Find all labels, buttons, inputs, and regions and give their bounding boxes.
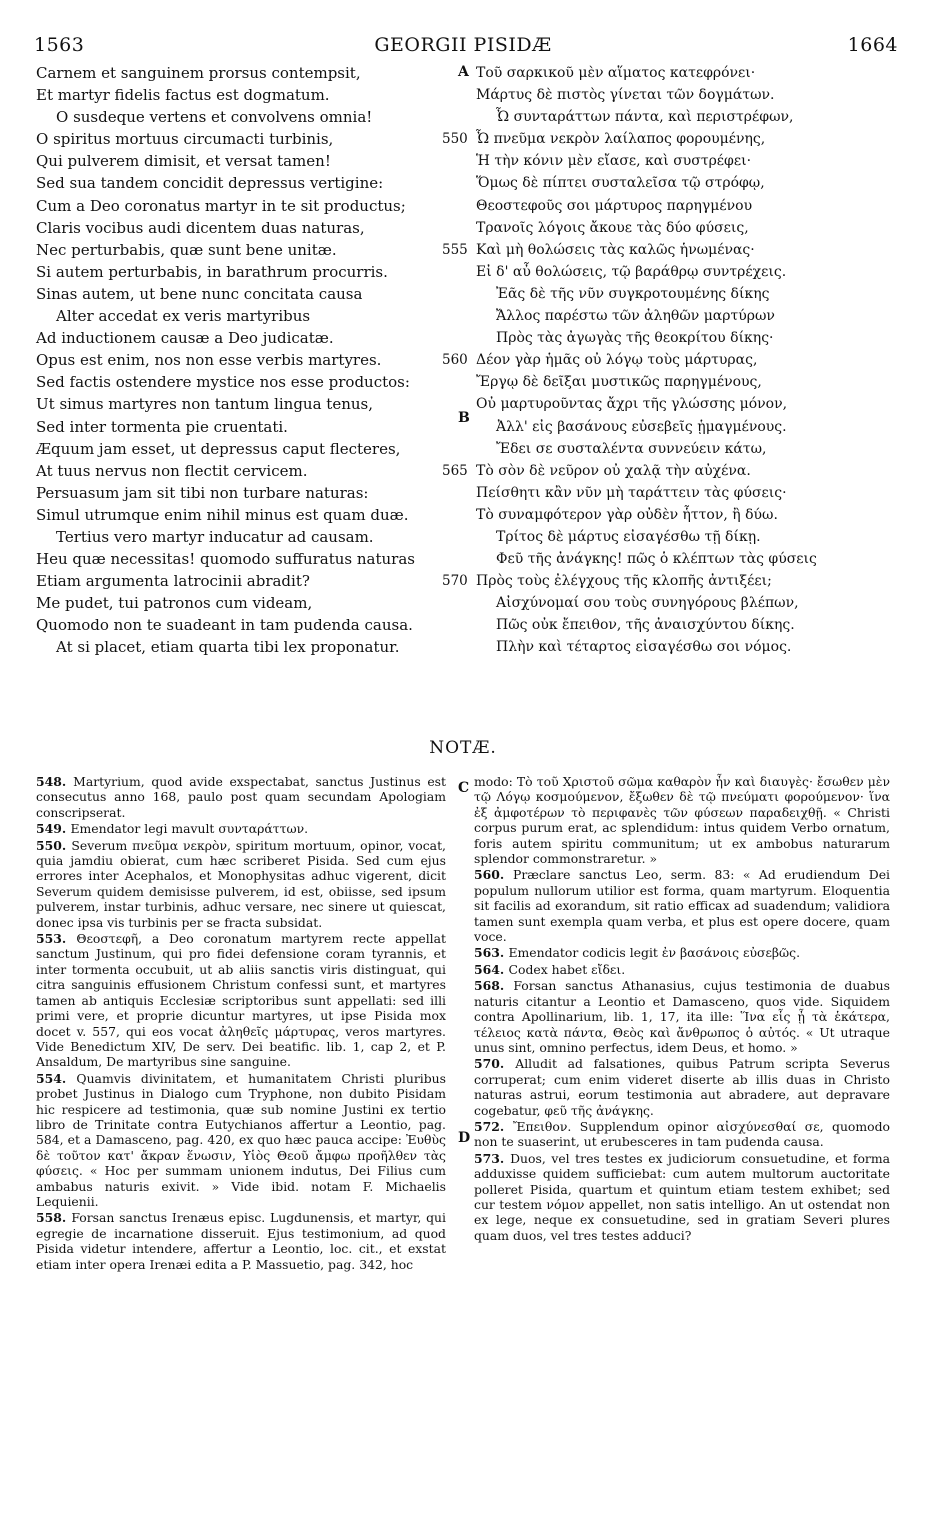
latin-verse-line <box>36 261 446 283</box>
greek-verse-text: Μάρτυς δὲ πιστὸς γίνεται τῶν δογμάτων. <box>476 87 775 104</box>
margin-mark-d: D <box>458 1130 471 1146</box>
greek-verse-text: Τοῦ σαρκικοῦ μὲν αἵματος κατεφρόνει· <box>476 65 756 81</box>
greek-verse-text: Καὶ μὴ θολώσεις τὰς καλῶς ἡνωμένας· <box>476 241 755 258</box>
greek-verse-line <box>476 84 894 106</box>
note-text: Alludit ad falsationes, quibus Patrum scripta Severus corruperat; cum enim videret diserte ab illis duas in Christo naturas astrui, eorum testimonia aut abradere, aut depravare cogebatur, φεῦ τῆς ἀνάγκης. <box>474 1056 890 1118</box>
latin-verse-text: Sed factis ostendere mystice nos esse productos: <box>36 373 410 392</box>
greek-verse-line <box>442 128 894 150</box>
verse-number: 555 <box>442 241 468 258</box>
latin-verse-text: Cum a Deo coronatus martyr in te sit productus; <box>36 196 406 215</box>
greek-verse-line <box>476 636 894 658</box>
note-text: Duos, vel tres testes ex judiciorum consuetudine, et forma adduxisse quidem sufficiebat: cum autem multorum auctoritate polleret Pisida, quartum et quintum etiam testem exhibet; sed cur testem νόμον appellet, non satis intelligo. An ut ostendat non ex lege, neque ex consuetudine, sed in gratiam Severi plures quam duos, vel tres testes adduci? <box>474 1150 890 1243</box>
greek-verse-line <box>476 526 894 548</box>
greek-verse-text: Ὅμως δὲ πίπτει συσταλεῖσα τῷ στρόφῳ, <box>476 175 765 192</box>
latin-verse-text: Carnem et sanguinem prorsus contempsit, <box>36 64 361 82</box>
note-text: Forsan sanctus Athanasius, cujus testimonia de duabus naturis citantur a Leontio et Damasceno, quos vide. Siquidem contra Apollinarium, lib. 1, 17, ita ille: Ἵνα εἷς ᾖ τὰ ἑκάτερα, τέλειος κατὰ πάντα, Θεὸς καὶ ἄνθρωπος ὁ αὐτός. « Ut utraque unus sint, omnino perfectus, idem Deus, et homo. » <box>474 978 890 1055</box>
greek-verse-line <box>476 482 894 504</box>
latin-verse-text: Ut simus martyres non tantum lingua tenus, <box>36 395 373 414</box>
greek-verse-line <box>442 570 894 592</box>
greek-verse-line <box>442 239 894 261</box>
running-title: GEORGII PISIDÆ <box>374 34 552 56</box>
latin-verse-line <box>36 150 446 172</box>
notes-column-left <box>36 774 446 1273</box>
greek-verse-line <box>476 150 894 172</box>
greek-verse-text: Πῶς οὐκ ἔπειθον, τῆς ἀναισχύντου δίκης. <box>496 617 795 634</box>
latin-verse-line <box>36 128 446 150</box>
latin-verse-text: Claris vocibus audi dicentem duas naturas, <box>36 218 365 237</box>
latin-verse-line <box>36 570 446 592</box>
latin-verse-text: Sed inter tormenta pie cruentati. <box>36 417 288 436</box>
latin-verse-line <box>36 504 446 526</box>
latin-verse-text: Si autem perturbabis, in barathrum procurris. <box>36 262 388 281</box>
note-entry <box>474 867 890 944</box>
latin-verse-text: O spiritus mortuus circumacti turbinis, <box>36 130 334 149</box>
greek-verse-line <box>476 548 894 570</box>
greek-verse-text: Ἐᾶς δὲ τῆς νῦν συγκροτουμένης δίκης <box>496 285 770 302</box>
latin-verse-text: O susdeque vertens et convolvens omnia! <box>56 108 373 127</box>
greek-verse-text: Πείσθητι κἂν νῦν μὴ ταράττειν τὰς φύσεις· <box>476 484 787 501</box>
latin-verse-line <box>36 614 446 636</box>
latin-verse-line <box>36 526 446 548</box>
note-entry <box>474 774 890 866</box>
note-entry <box>36 821 446 836</box>
latin-verse-line <box>36 548 446 570</box>
greek-text-column <box>442 62 894 659</box>
greek-verse-line <box>476 614 894 636</box>
note-entry <box>36 774 446 820</box>
note-text: Emendator codicis legit ἐν βασάνοις εὐσεβῶς. <box>508 945 801 961</box>
note-number: 553. <box>36 931 77 947</box>
latin-verse-line <box>36 239 446 261</box>
greek-verse-text: Θεοστεφοῦς σοι μάρτυρος παρηγμένου <box>476 197 753 214</box>
latin-translation-column <box>36 62 446 659</box>
latin-verse-text: Nec perturbabis, quæ sunt bene unitæ. <box>36 240 337 259</box>
latin-verse-text: Et martyr fidelis factus est dogmatum. <box>36 86 330 105</box>
greek-verse-text: Δέον γὰρ ἡμᾶς οὐ λόγῳ τοὺς μάρτυρας, <box>476 352 758 369</box>
greek-verse-line <box>476 371 894 393</box>
note-entry <box>36 931 446 1070</box>
greek-verse-text: Τρίτος δὲ μάρτυς εἰσαγέσθω τῇ δίκῃ. <box>496 528 761 545</box>
latin-verse-line <box>36 592 446 614</box>
greek-verse-line <box>476 283 894 305</box>
verse-number: 570 <box>442 573 468 590</box>
page-header <box>0 34 926 58</box>
latin-verse-text: Heu quæ necessitas! quomodo suffuratus naturas <box>36 550 415 569</box>
greek-verse-line <box>476 172 894 194</box>
greek-verse-line <box>476 305 894 327</box>
latin-verse-text: Persuasum jam sit tibi non turbare naturas: <box>36 483 369 502</box>
latin-verse-line <box>36 195 446 217</box>
latin-verse-text: Sinas autem, ut bene nunc concitata causa <box>36 284 363 303</box>
greek-verse-line <box>442 460 894 482</box>
latin-verse-text: Qui pulverem dimisit, et versat tamen! <box>36 152 331 171</box>
note-text: Martyrium, quod avide exspectabat, sanctus Justinus est consecutus anno 168, paulo post quam secundam Apologiam conscripserat. <box>36 774 446 820</box>
note-text: Quamvis divinitatem, et humanitatem Christi pluribus probet Justinus in Dialogo cum Tryphone, non dubito Pisidam hic respicere ad testimonia, quæ sub nomine Justini ex tertio libro de Trinitate contra Eutychianos affertur a Leontio, pag. 584, et a Damasceno, pag. 420, ex quo hæc pauca accipe: Ἐυθὺς δὲ τοῦτον κατ' ἄκραν ἕνωσιν, Υἱὸς Θεοῦ ἄμφω προῆλθεν τὰς φύσεις. « Hoc per summam unionem indutus, Dei Filius cum ambabus naturis exivit. » Vide ibid. notam F. Michaelis Lequienii. <box>36 1070 446 1209</box>
page-number-right: 1664 <box>847 34 898 56</box>
latin-verse-line <box>36 438 446 460</box>
latin-verse-line <box>36 106 446 128</box>
greek-verse-line <box>476 504 894 526</box>
latin-verse-line <box>36 482 446 504</box>
greek-verse-text: Εἰ δ' αὖ θολώσεις, τῷ βαράθρῳ συντρέχεις. <box>476 263 787 280</box>
latin-verse-text: Alter accedat ex veris martyribus <box>56 307 311 326</box>
greek-verse-text: Πρὸς τὰς ἀγωγὰς τῆς θεοκρίτου δίκης· <box>496 330 774 347</box>
latin-verse-text: Ad inductionem causæ a Deo judicatæ. <box>36 329 334 348</box>
latin-verse-text: Simul utrumque enim nihil minus est quam duæ. <box>36 505 409 524</box>
note-text: Forsan sanctus Irenæus episc. Lugdunensis, et martyr, qui egregie de incarnatione disseruit. Ejus testimonium, ad quod Pisida videtur intendere, affertur a Leontio, loc. cit., et exstat etiam inter opera Irenæi edita a P. Massuetio, pag. 342, hoc <box>36 1210 446 1272</box>
greek-verse-line <box>476 62 894 84</box>
greek-verse-text: Ὦ πνεῦμα νεκρὸν λαίλαπος φορουμένης, <box>476 131 766 148</box>
margin-mark-b: B <box>458 410 470 426</box>
note-entry <box>474 1119 890 1150</box>
note-text: Ἔπειθον. Supplendum opinor αἰσχύνεσθαί σε, quomodo non te suaserint, ut erubesceres in tam pudenda causa. <box>474 1118 890 1150</box>
greek-verse-text: Ἄλλος παρέστω τῶν ἀληθῶν μαρτύρων <box>496 308 775 325</box>
latin-verse-line <box>36 172 446 194</box>
latin-verse-line <box>36 305 446 327</box>
greek-verse-text: Πλὴν καὶ τέταρτος εἰσαγέσθω σοι νόμος. <box>496 639 792 656</box>
note-number: 563. <box>474 945 509 961</box>
margin-mark-c: C <box>458 780 470 796</box>
verse-number: 560 <box>442 352 468 369</box>
page-number-left: 1563 <box>34 34 85 56</box>
latin-verse-line <box>36 416 446 438</box>
greek-verse-text: Ἀλλ' εἰς βασάνους εὐσεβεῖς ᾑμαγμένους. <box>496 418 787 435</box>
note-entry <box>36 1071 446 1210</box>
latin-verse-text: At tuus nervus non flectit cervicem. <box>36 461 308 480</box>
latin-verse-line <box>36 460 446 482</box>
note-number: 549. <box>36 821 71 837</box>
latin-verse-text: Æquum jam esset, ut depressus caput flecteres, <box>36 439 401 458</box>
margin-mark-a: A <box>458 64 469 80</box>
note-text: Θεοστεφῆ, a Deo coronatum martyrem recte appellat sanctum Justinum, qui pro fidei defensione coram tyrannis, et inter tormenta occubuit, ut ab aliis sanctis viris distinguat, qui citra sanguinis effusionem Christum confessi sunt, et martyres tamen ab antiquis Ecclesiæ scriptoribus sunt appellati: sed illi primi vere, et proprie dicuntur martyres, ut ipse Pisida mox docet v. 557, qui eos vocat ἀληθεῖς μάρτυρας, veros martyres. Vide Benedictum XIV, De serv. Dei beatific. lib. 1, cap 2, et P. Ansaldum, De martyribus sine sanguine. <box>36 931 446 1070</box>
note-number: 564. <box>474 961 509 977</box>
verse-number: 550 <box>442 131 468 148</box>
greek-verse-line <box>476 327 894 349</box>
greek-verse-text: Πρὸς τοὺς ἐλέγχους τῆς κλοπῆς ἀντιξέει; <box>476 573 772 590</box>
note-number: 573. <box>474 1150 511 1166</box>
latin-verse-text: Opus est enim, nos non esse verbis martyres. <box>36 351 382 370</box>
note-number: 558. <box>36 1210 72 1226</box>
greek-verse-line <box>476 592 894 614</box>
greek-verse-text: Τὸ συναμφότερον γὰρ οὐδὲν ἧττον, ἢ δύω. <box>476 506 778 523</box>
note-number: 554. <box>36 1070 77 1086</box>
greek-verse-text: Τὸ σὸν δὲ νεῦρον οὐ χαλᾷ τὴν αὐχένα. <box>476 462 751 479</box>
latin-verse-text: Quomodo non te suadeant in tam pudenda causa. <box>36 616 413 635</box>
greek-verse-line <box>476 416 894 438</box>
greek-verse-line <box>476 195 894 217</box>
latin-verse-text: Tertius vero martyr inducatur ad causam. <box>56 527 374 546</box>
note-entry <box>36 838 446 930</box>
note-text: modo: Τὸ τοῦ Χριστοῦ σῶμα καθαρὸν ἦν καὶ διαυγὲς· ἔσωθεν μὲν τῷ Λόγῳ κοσμούμενον, ἔξωθεν δὲ τῷ πνεύματι φορούμενον· ἵνα ἐξ ἀμφοτέρων τὸ περιφανὲς τῶν φύσεων παραδειχθῇ. « Christi corpus purum erat, ac splendidum: intus quidem Verbo ornatum, foris autem spiritu communitum; ut ex ambobus naturarum splendor commonstraretur. » <box>474 774 890 867</box>
latin-verse-line <box>36 349 446 371</box>
latin-verse-line <box>36 283 446 305</box>
latin-verse-line <box>36 636 446 658</box>
note-entry <box>474 962 890 977</box>
greek-verse-text: Τρανοῖς λόγοις ἄκουε τὰς δύο φύσεις, <box>476 219 749 236</box>
latin-verse-text: At si placet, etiam quarta tibi lex proponatur. <box>56 638 400 657</box>
greek-verse-text: Οὐ μαρτυροῦντας ἄχρι τῆς γλώσσης μόνον, <box>476 396 788 413</box>
greek-verse-line <box>442 349 894 371</box>
greek-verse-text: Ἡ τὴν κόνιν μὲν εἴασε, καὶ συστρέφει· <box>476 153 752 170</box>
latin-verse-text: Sed sua tandem concidit depressus vertigine: <box>36 174 384 193</box>
notes-column-right <box>474 774 890 1244</box>
latin-verse-line <box>36 84 446 106</box>
note-entry <box>474 1056 890 1118</box>
greek-verse-line <box>476 438 894 460</box>
note-number: 568. <box>474 978 514 994</box>
note-number: 570. <box>474 1056 516 1072</box>
notes-heading: NOTÆ. <box>429 738 497 758</box>
note-text: Codex habet εἴδει. <box>508 961 626 977</box>
note-entry <box>474 1151 890 1243</box>
note-number: 550. <box>36 837 72 853</box>
greek-verse-line <box>476 106 894 128</box>
latin-verse-line <box>36 393 446 415</box>
greek-verse-line <box>476 261 894 283</box>
note-text: Severum πνεῦμα νεκρὸν, spiritum mortuum, opinor, vocat, quia jamdiu obierat, cum hæc scriberet Pisida. Sed cum ejus errores inter Acephalos, et Monophysitas adhuc vigerent, dicit Severum quidem demisisse pulverem, id est, obiisse, sed ipsum pulverem, instar turbinis, adhuc versare, nec sinere ut quiescat, donec ipsa vis turbinis per se fracta subsidat. <box>36 837 446 930</box>
latin-verse-text: Etiam argumenta latrocinii abradit? <box>36 572 310 591</box>
latin-verse-line <box>36 62 446 84</box>
note-number: 560. <box>474 867 513 883</box>
greek-verse-text: Ὦ συνταράττων πάντα, καὶ περιστρέφων, <box>496 109 794 126</box>
note-number: 572. <box>474 1118 513 1134</box>
latin-verse-line <box>36 371 446 393</box>
latin-verse-text: Me pudet, tui patronos cum videam, <box>36 594 313 613</box>
latin-verse-line <box>36 217 446 239</box>
note-text: Emendator legi mavult συνταράττων. <box>70 821 309 837</box>
note-entry <box>36 1210 446 1272</box>
note-number: 548. <box>36 774 74 789</box>
greek-verse-line <box>476 217 894 239</box>
latin-verse-line <box>36 327 446 349</box>
greek-verse-line <box>476 393 894 415</box>
greek-verse-text: Ἔργῳ δὲ δεῖξαι μυστικῶς παρηγμένους, <box>476 374 762 391</box>
greek-verse-text: Φεῦ τῆς ἀνάγκης! πῶς ὁ κλέπτων τὰς φύσεις <box>496 551 817 568</box>
note-entry <box>474 945 890 960</box>
greek-verse-text: Αἰσχύνομαί σου τοὺς συνηγόρους βλέπων, <box>496 595 799 612</box>
note-entry <box>474 978 890 1055</box>
greek-verse-text: Ἔδει σε συσταλέντα συννεύειν κάτω, <box>496 440 767 457</box>
verse-number: 565 <box>442 462 468 479</box>
note-text: Præclare sanctus Leo, serm. 83: « Ad erudiendum Dei populum nullorum utilior est forma, quam martyrum. Eloquentia sit facilis ad exorandum, sit ratio efficax ad suadendum; validiora tamen sunt exempla quam verba, et plus est opere docere, quam voce. <box>474 867 890 945</box>
